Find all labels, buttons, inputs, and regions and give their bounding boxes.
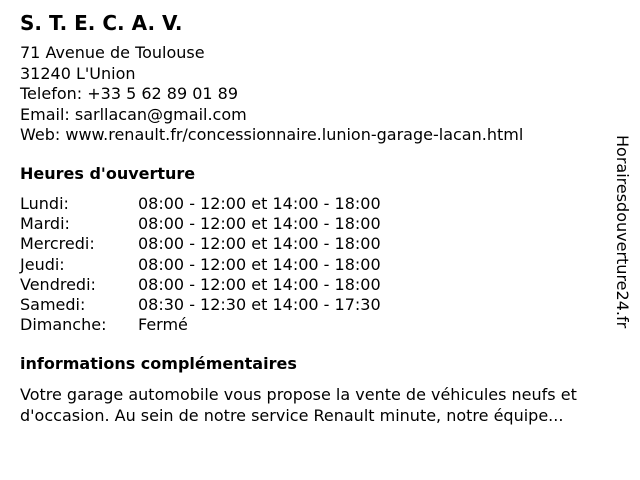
site-watermark: Horairesdouverture24.fr: [613, 135, 632, 329]
web-line: Web: www.renault.fr/concessionnaire.lunion-garage-lacan.html: [20, 125, 524, 144]
hours-row: [20, 194, 381, 214]
day-label: Mercredi:: [20, 234, 95, 254]
info-heading: informations complémentaires: [20, 354, 297, 373]
hours-table: [20, 194, 381, 335]
address-line-2: 31240 L'Union: [20, 63, 136, 83]
day-label: Samedi:: [20, 295, 86, 315]
day-label: Mardi:: [20, 214, 70, 234]
day-hours: 08:00 - 12:00 et 14:00 - 18:00: [138, 234, 381, 254]
hours-heading: Heures d'ouverture: [20, 164, 196, 183]
day-hours: 08:00 - 12:00 et 14:00 - 18:00: [138, 194, 381, 213]
day-label: Jeudi:: [20, 254, 65, 274]
day-label: Vendredi:: [20, 274, 96, 294]
hours-row: [20, 315, 381, 335]
day-hours: Fermé: [138, 315, 188, 335]
day-hours: 08:30 - 12:30 et 14:00 - 17:30: [138, 295, 381, 315]
day-label: Dimanche:: [20, 315, 107, 335]
day-hours: 08:00 - 12:00 et 14:00 - 18:00: [138, 254, 381, 274]
business-name: S. T. E. C. A. V.: [20, 11, 183, 35]
day-hours: 08:00 - 12:00 et 14:00 - 18:00: [138, 214, 381, 234]
hours-row: [20, 275, 381, 295]
day-label: Lundi:: [20, 194, 69, 213]
info-description: Votre garage automobile vous propose la vente de véhicules neufs et d'occasion. Au sein de notre service Renault minute, notre équipe...: [20, 385, 577, 425]
phone-line: Telefon: +33 5 62 89 01 89: [20, 84, 239, 103]
address-line-1: 71 Avenue de Toulouse: [20, 43, 205, 62]
email-line: Email: sarllacan@gmail.com: [20, 104, 247, 124]
hours-row: [20, 295, 381, 315]
hours-row: [20, 214, 381, 234]
hours-row: [20, 234, 381, 254]
day-hours: 08:00 - 12:00 et 14:00 - 18:00: [138, 274, 381, 294]
contact-block: [20, 43, 523, 146]
hours-row: [20, 255, 381, 275]
